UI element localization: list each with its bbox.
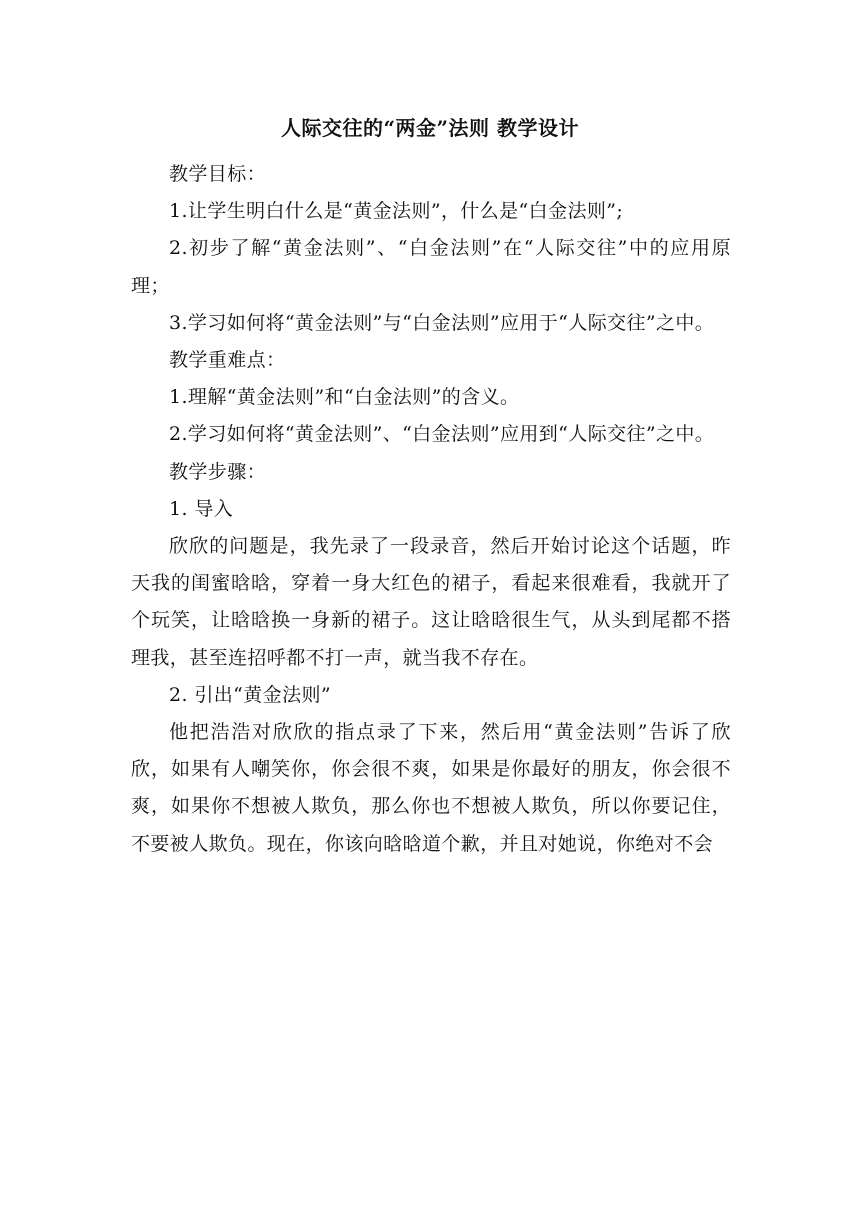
document-body xyxy=(131,156,731,863)
paragraph-objective-1: 1.让学生明白什么是“黄金法则”，什么是“白金法则”; xyxy=(169,200,624,223)
paragraph-objectives-heading: 教学目标： xyxy=(169,163,267,185)
paragraph-steps-heading: 教学步骤： xyxy=(169,460,267,483)
paragraph-key-points-heading: 教学重难点： xyxy=(169,349,286,372)
paragraph-step-2-heading: 2. 引出“黄金法则” xyxy=(169,683,331,706)
paragraph-objective-2: 2.初步了解“黄金法则”、“白金法则”在“人际交往”中的应用原理； xyxy=(131,237,731,297)
paragraph-step-1-heading: 1. 导入 xyxy=(169,497,234,520)
paragraph-key-point-2: 2.学习如何将“黄金法则”、“白金法则”应用到“人际交往”之中。 xyxy=(169,423,715,446)
document-title: 人际交往的“两金”法则 教学设计 xyxy=(281,116,579,140)
paragraph-step-2-text: 他把浩浩对欣欣的指点录了下来，然后用“黄金法则”告诉了欣欣，如果有人嘲笑你，你会很不爽，如果是你最好的朋友，你会很不爽，如果你不想被人欺负，那么你也不想被人欺负，所以你要记住，不要被人欺负。现在，你该向晗晗道个歉，并且对她说，你绝对不会 xyxy=(131,721,731,855)
paragraph-step-1-text: 欣欣的问题是，我先录了一段录音，然后开始讨论这个话题，昨天我的闺蜜晗晗，穿着一身大红色的裙子，看起来很难看，我就开了个玩笑，让晗晗换一身新的裙子。这让晗晗很生气，从头到尾都不搭理我，甚至连招呼都不打一声，就当我不存在。 xyxy=(131,535,731,669)
paragraph-objective-3: 3.学习如何将“黄金法则”与“白金法则”应用于“人际交往”之中。 xyxy=(169,311,715,334)
paragraph-key-point-1: 1.理解“黄金法则”和“白金法则”的含义。 xyxy=(169,386,520,409)
